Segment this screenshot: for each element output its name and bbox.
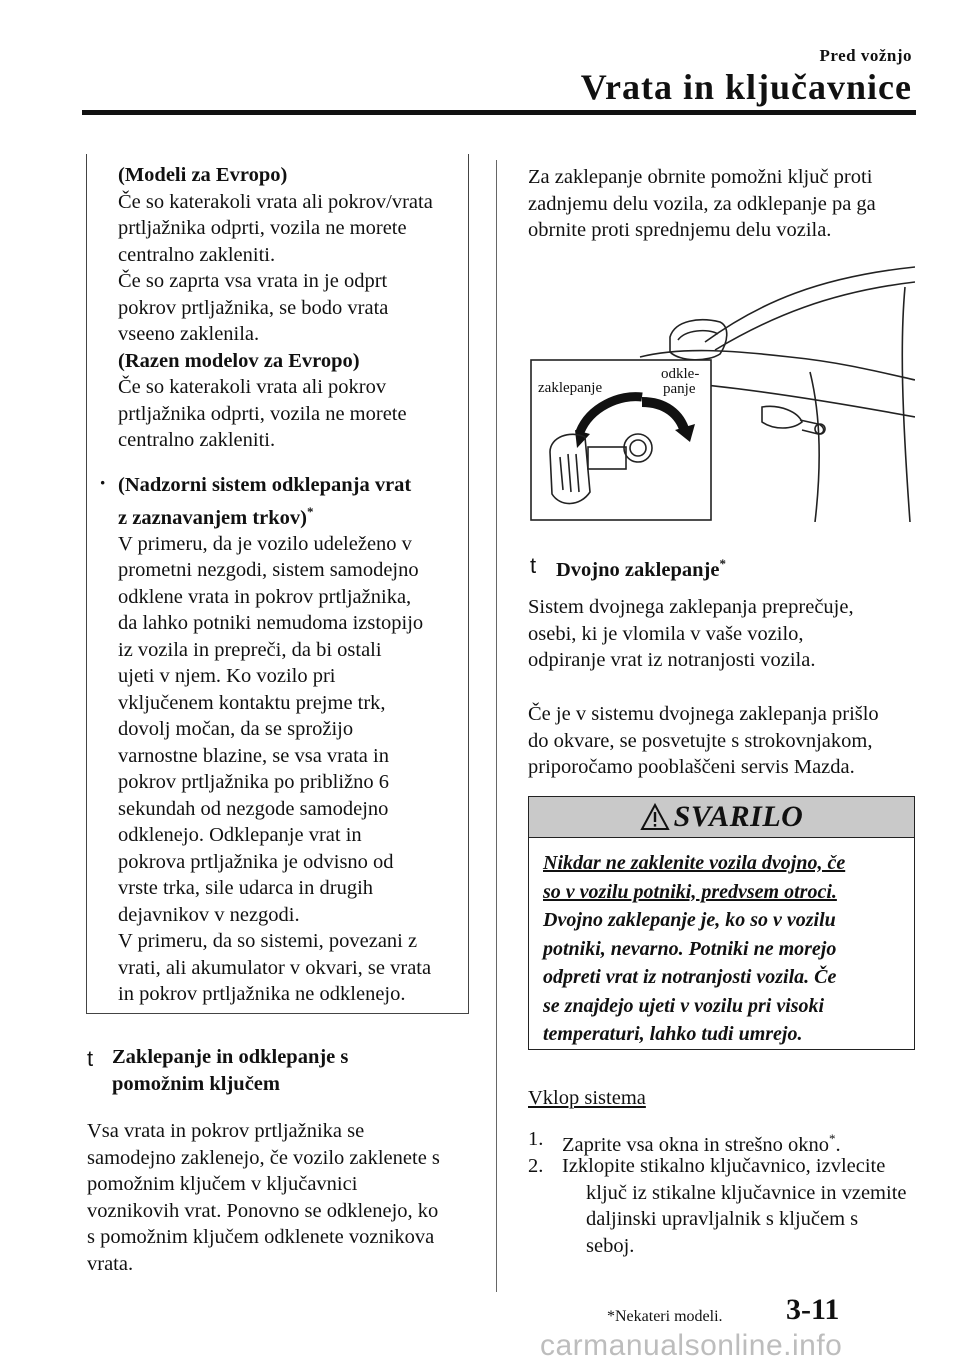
crash-line: odklene vrata in pokrov prtljažnika,: [118, 585, 412, 608]
warning-line: so v vozilu potniki, predvsem otroci.: [543, 880, 837, 903]
aux-line: pomožnim ključem v ključavnici: [87, 1173, 358, 1195]
warning-line: potniki, nevarno. Potniki ne morejo: [543, 937, 837, 960]
step-number: 1.: [528, 1128, 544, 1150]
note-line: Če so zaprta vsa vrata in je odprt: [118, 270, 388, 292]
warning-line: se znajdejo ujeti v vozilu pri visoki: [543, 994, 825, 1017]
warning-line: Dvojno zaklepanje je, ko so v vozilu: [543, 909, 836, 931]
header-rule: [82, 110, 916, 115]
step-line: daljinski upravljalnik s ključem s: [586, 1208, 859, 1230]
note-line: centralno zakleniti.: [118, 243, 276, 266]
note-line: prtljažnika odprti, vozila ne morete: [118, 402, 407, 425]
note-line: Če so katerakoli vrata ali pokrov/vrata: [118, 190, 433, 213]
aux-key-heading-line: Zaklepanje in odklepanje s: [112, 1046, 349, 1068]
intro-line: zadnjemu delu vozila, za odklepanje pa ga: [528, 192, 876, 215]
footnote-star: *: [719, 556, 726, 571]
crash-line: pokrov prtljažnika po približno 6: [118, 771, 389, 794]
intro-paragraph: [528, 164, 876, 244]
footnote: *Nekateri modeli.: [607, 1308, 723, 1325]
service-line: priporočamo pooblaščeni servis Mazda.: [528, 756, 855, 778]
unlock-label: panje: [663, 381, 696, 397]
page-title: Vrata in ključavnice: [580, 67, 912, 107]
bullet-dot: ·: [99, 470, 107, 495]
crash-line: vrati, ali akumulator v okvari, se vrata: [118, 956, 432, 979]
step-text: [562, 1153, 906, 1259]
activation-steps: [528, 1126, 918, 1261]
double-lock-line: Sistem dvojnega zaklepanja preprečuje,: [528, 596, 854, 618]
warning-line: odpreti vrat iz notranjosti vozila. Če: [543, 966, 837, 988]
double-lock-line: osebi, ki je vlomila v vaše vozilo,: [528, 622, 804, 645]
activation-heading: Vklop sistema: [528, 1087, 646, 1109]
crash-heading: z zaznavanjem trkov)*: [118, 503, 314, 529]
aux-key-heading: [112, 1044, 348, 1097]
note-line: centralno zakleniti.: [118, 429, 276, 451]
warning-box: [528, 796, 915, 1050]
step-text: Zaprite vsa okna in strešno okno*.: [562, 1131, 841, 1156]
page-number: 3-11: [786, 1293, 840, 1326]
crash-line: iz vozila in prepreči, da bi ostali: [118, 638, 382, 661]
crash-line: vrste trka, sile udarca in drugih: [118, 877, 374, 900]
section-marker: t: [530, 553, 537, 578]
crash-system-block: [118, 472, 431, 1008]
warning-line: Nikdar ne zaklenite vozila dvojno, če: [543, 852, 846, 874]
crash-line: in pokrov prtljažnika ne odklenejo.: [118, 983, 406, 1006]
double-lock-paragraph: [528, 594, 854, 674]
note-line: Če so katerakoli vrata ali pokrov: [118, 376, 387, 398]
aux-key-paragraph: [87, 1118, 440, 1277]
door-key-illustration: [530, 262, 915, 522]
crash-line: vključenem kontaktu prejme trk,: [118, 691, 386, 714]
service-line: do okvare, se posvetujte s strokovnjakom,: [528, 729, 873, 752]
service-paragraph: [528, 701, 879, 781]
section-marker: t: [87, 1046, 94, 1071]
aux-line: Vsa vrata in pokrov prtljažnika se: [87, 1120, 365, 1142]
door-key-drawing: [530, 262, 915, 522]
crash-line: pokrova prtljažnika je odvisno od: [118, 850, 394, 873]
aux-line: vrata.: [87, 1252, 134, 1275]
note-line: pokrov prtljažnika, se bodo vrata: [118, 296, 389, 319]
crash-heading: (Nadzorni sistem odklepanja vrat: [118, 474, 412, 496]
aux-key-heading-line: pomožnim ključem: [112, 1072, 280, 1095]
crash-line: sekundah od nezgode samodejno: [118, 797, 389, 820]
lock-label: zaklepanje: [538, 380, 603, 396]
step-item: [528, 1153, 918, 1261]
warning-line: temperaturi, lahko tudi umrejo.: [543, 1023, 803, 1045]
footnote-star: *: [307, 503, 314, 519]
aux-line: voznikovih vrat. Ponovno se odklenejo, ko: [87, 1199, 439, 1222]
unlock-label: odkle-: [661, 366, 700, 382]
crash-line: V primeru, da so sistemi, povezani z: [118, 930, 418, 953]
warning-title: SVARILO: [673, 800, 804, 833]
step-line: seboj.: [586, 1234, 635, 1257]
column-divider: [496, 160, 497, 1292]
note-line: vseeno zaklenila.: [118, 323, 260, 345]
step-line: ključ iz stikalne ključavnice in vzemite: [586, 1181, 907, 1204]
step-item: [528, 1126, 918, 1156]
crash-line: varnostne blazine, se vsa vrata in: [118, 744, 389, 767]
service-line: Če je v sistemu dvojnega zaklepanja prišlo: [528, 703, 879, 725]
warning-header: [529, 797, 914, 838]
non-eu-heading: (Razen modelov za Evropo): [118, 349, 360, 372]
crash-line: prometni nezgodi, sistem samodejno: [118, 559, 419, 582]
crash-line: dejavnikov v nezgodi.: [118, 903, 300, 926]
note-box-content: [118, 162, 433, 454]
crash-line: V primeru, da je vozilo udeleženo v: [118, 532, 412, 555]
intro-line: obrnite proti sprednjemu delu vozila.: [528, 219, 832, 241]
step-number: 2.: [528, 1155, 544, 1177]
crash-line: da lahko potniki nemudoma izstopijo: [118, 612, 424, 635]
warning-triangle-icon: [640, 803, 670, 831]
note-line: prtljažnika odprti, vozila ne morete: [118, 217, 407, 239]
crash-line: ujeti v njem. Ko vozilo pri: [118, 665, 336, 688]
eu-heading: (Modeli za Evropo): [118, 164, 288, 186]
step-line: Izklopite stikalno ključavnico, izvlecite: [562, 1155, 886, 1177]
warning-text: [543, 849, 845, 1049]
aux-line: s pomožnim ključem odklenete voznikova: [87, 1226, 435, 1248]
footnote-star: *: [829, 1131, 836, 1146]
crash-line: dovolj močan, da se sprožijo: [118, 718, 354, 741]
aux-line: samodejno zaklenejo, če vozilo zaklenete s: [87, 1146, 440, 1169]
crash-line: odklenejo. Odklepanje vrat in: [118, 824, 362, 847]
watermark: carmanualsonline.info: [540, 1329, 843, 1362]
double-lock-line: odpiranje vrat iz notranjosti vozila.: [528, 649, 816, 671]
double-lock-heading: Dvojno zaklepanje*: [556, 556, 726, 581]
intro-line: Za zaklepanje obrnite pomožni ključ proti: [528, 166, 873, 188]
section-label: Pred vožnjo: [819, 46, 912, 65]
